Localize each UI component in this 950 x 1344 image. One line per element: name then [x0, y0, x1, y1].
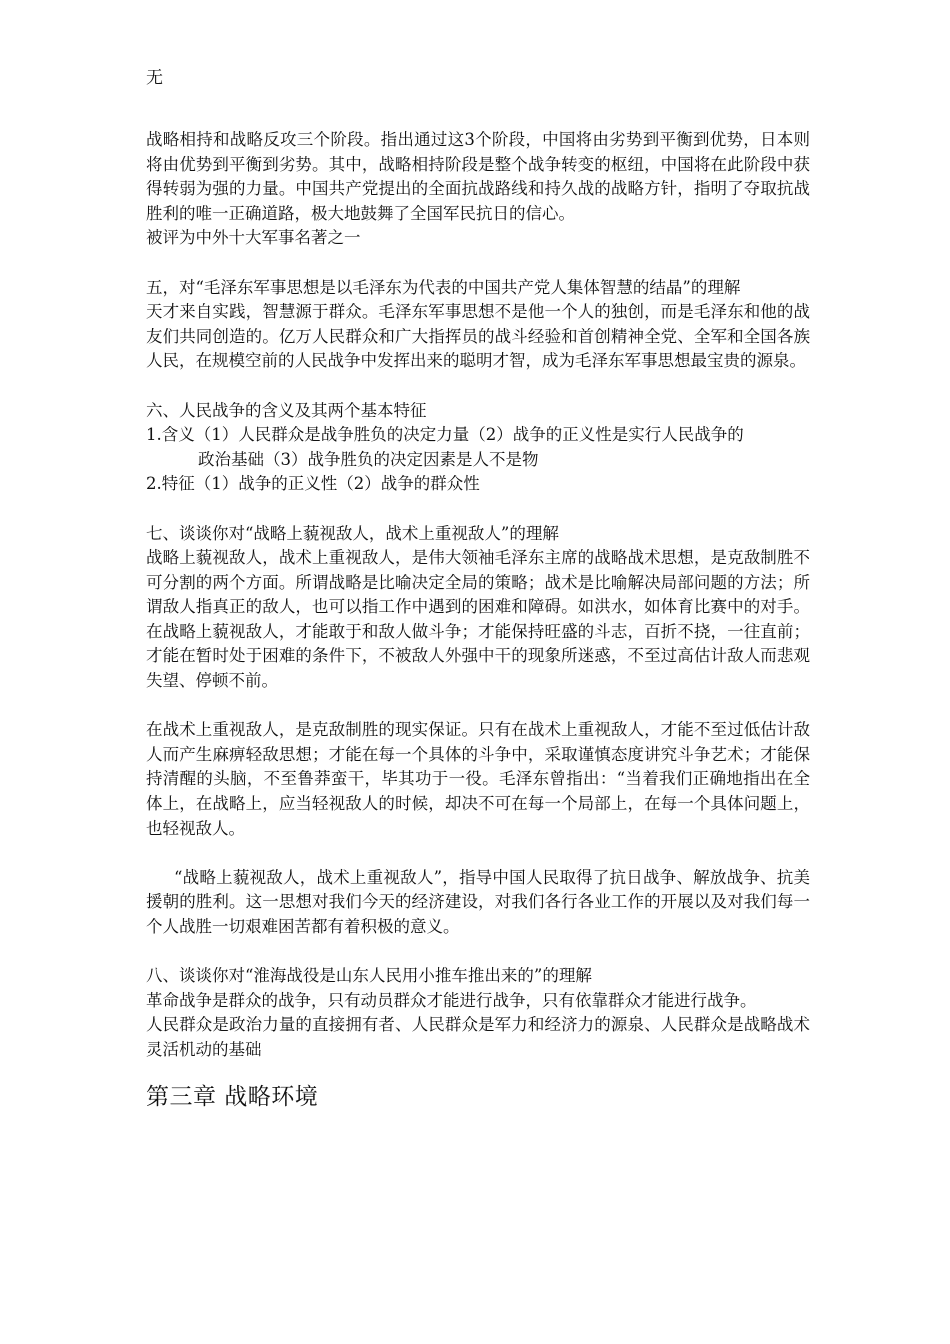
paragraph: 八、谈谈你对“淮海战役是山东人民用小推车推出来的”的理解 [146, 966, 592, 986]
paragraph-spacer [146, 497, 810, 522]
paragraph: 革命战争是群众的战争，只有动员群众才能进行战争，只有依靠群众才能进行战争。 [146, 990, 757, 1010]
paragraph: “战略上藐视敌人，战术上重视敌人”，指导中国人民取得了抗日战争、解放战争、抗美援朝的胜利。这一思想对我们今天的经济建设，对我们各行各业工作的开展以及对我们每一个人战胜一切艰难困苦都有着积极的意义。 [146, 867, 810, 936]
paragraph-spacer [146, 374, 810, 399]
paragraph: 战略相持和战略反攻三个阶段。指出通过这3个阶段，中国将由劣势到平衡到优势，日本则将由优势到平衡到劣势。其中，战略相持阶段是整个战争转变的枢纽，中国将在此阶段中获得转弱为强的力量。中国共产党提出的全面抗战路线和持久战的战略方针，指明了夺取抗战胜利的唯一正确道路，极大地鼓舞了全国军民抗日的信心。 [146, 130, 810, 223]
paragraph-spacer [146, 694, 810, 719]
paragraph: 六、人民战争的含义及其两个基本特征 [146, 400, 427, 420]
paragraph: 被评为中外十大军事名著之一 [146, 228, 361, 248]
paragraph: 1.含义（1）人民群众是战争胜负的决定力量（2）战争的正义性是实行人民战争的 [146, 425, 744, 445]
paragraph: 五，对“毛泽东军事思想是以毛泽东为代表的中国共产党人集体智慧的结晶”的理解 [146, 277, 741, 297]
paragraph: 政治基础（3）战争胜负的决定因素是人不是物 [198, 449, 539, 469]
paragraph-spacer [146, 940, 810, 965]
paragraph-spacer [146, 841, 810, 866]
paragraph: 在战术上重视敌人，是克敌制胜的现实保证。只有在战术上重视敌人，才能不至过低估计敌人而产生麻痹轻敌思想；才能在每一个具体的斗争中，采取谨慎态度讲究斗争艺术；才能保持清醒的头脑，不至鲁莽蛮干，毕其功于一役。毛泽东曾指出：“当着我们正确地指出在全体上，在战略上，应当轻视敌人的时候，却决不可在每一个局部上，在每一个具体问题上，也轻视敌人。 [146, 720, 810, 838]
paragraph: 人民群众是政治力量的直接拥有者、人民群众是军力和经济力的源泉、人民群众是战略战术灵活机动的基础 [146, 1015, 810, 1059]
chapter-heading: 第三章 战略环境 [146, 1083, 319, 1110]
document-body [146, 128, 810, 1113]
paragraph: 2.特征（1）战争的正义性（2）战争的群众性 [146, 474, 480, 494]
page-header-mark: 无 [146, 68, 163, 88]
paragraph: 七、谈谈你对“战略上藐视敌人，战术上重视敌人”的理解 [146, 523, 559, 543]
paragraph: 战略上藐视敌人，战术上重视敌人，是伟大领袖毛泽东主席的战略战术思想，是克敌制胜不可分割的两个方面。所谓战略是比喻决定全局的策略；战术是比喻解决局部问题的方法；所谓敌人指真正的敌人，也可以指工作中遇到的困难和障碍。如洪水，如体育比赛中的对手。在战略上藐视敌人，才能敢于和敌人做斗争；才能保持旺盛的斗志，百折不挠，一往直前；才能在暂时处于困难的条件下，不被敌人外强中干的现象所迷惑，不至过高估计敌人而悲观失望、停顿不前。 [146, 548, 810, 691]
paragraph: 天才来自实践，智慧源于群众。毛泽东军事思想不是他一个人的独创，而是毛泽东和他的战友们共同创造的。亿万人民群众和广大指挥员的战斗经验和首创精神全党、全军和全国各族人民，在规模空前的人民战争中发挥出来的聪明才智，成为毛泽东军事思想最宝贵的源泉。 [146, 302, 810, 371]
paragraph-spacer [146, 251, 810, 276]
